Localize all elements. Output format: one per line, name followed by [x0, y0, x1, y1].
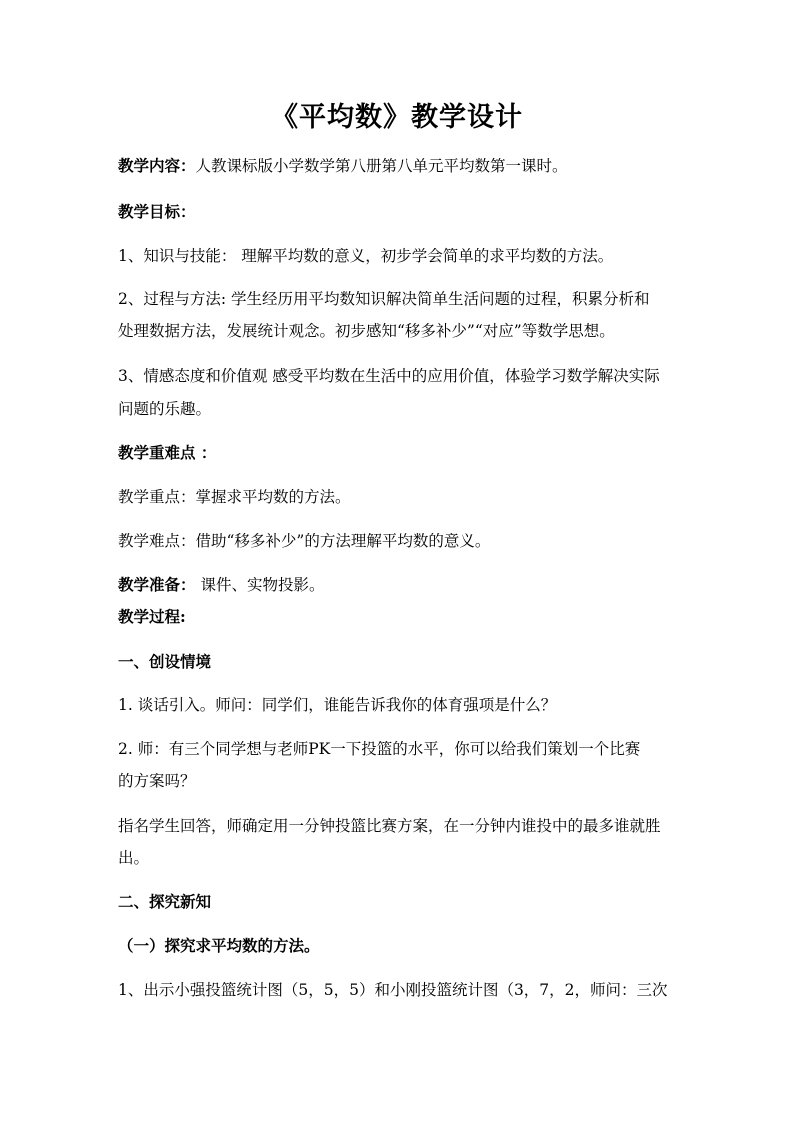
goal-item-2-line-2: 处理数据方法，发展统计观念。初步感知“移多补少”“对应”等数学思想。: [118, 322, 615, 340]
prep-line: [118, 573, 678, 597]
content-text: 人教课标版小学数学第八册第八单元平均数第一课时。: [195, 157, 568, 175]
prep-label: 教学准备：: [118, 575, 196, 594]
prep-text: 课件、实物投影。: [195, 576, 325, 594]
section-2-heading: 二、探究新知: [118, 892, 212, 911]
document-title: 《平均数》教学设计: [271, 102, 523, 133]
process-heading: 教学过程:: [118, 607, 186, 626]
section-1-heading: 一、创设情境: [118, 652, 212, 671]
content-line: [118, 154, 678, 178]
section-1-paragraph-1: 1. 谈话引入。师问：同学们，谁能告诉我你的体育强项是什么？: [118, 696, 557, 714]
section-1-paragraph-3-line-1: 指名学生回答，师确定用一分钟投篮比赛方案，在一分钟内谁投中的最多谁就胜: [118, 817, 661, 835]
content-label: 教学内容：: [118, 156, 196, 175]
key-points-heading: 教学重难点 ：: [118, 443, 217, 462]
goal-item-1: 1、知识与技能： 理解平均数的意义，初步学会简单的求平均数的方法。: [118, 247, 614, 265]
key-point-text: 教学重点：掌握求平均数的方法。: [118, 488, 351, 506]
difficult-point-text: 教学难点：借助“移多补少”的方法理解平均数的意义。: [118, 532, 491, 550]
section-1-paragraph-2-line-2: 的方案吗？: [118, 772, 196, 790]
section-1-paragraph-2-line-1: 2. 师：有三个同学想与老师PK一下投篮的水平，你可以给我们策划一个比赛: [118, 740, 641, 758]
goal-item-3-line-2: 问题的乐趣。: [118, 400, 212, 418]
section-2-subheading: （一）探究求平均数的方法。: [118, 936, 320, 955]
section-1-paragraph-3-line-2: 出。: [118, 849, 150, 867]
section-2-paragraph-1: 1、出示小强投篮统计图（5，5，5）和小刚投篮统计图（3，7，2，师问：三次: [118, 981, 668, 999]
goal-item-2-line-1: 2、过程与方法: 学生经历用平均数知识解决简单生活问题的过程，积累分析和: [118, 290, 650, 308]
goal-item-3-line-1: 3、情感态度和价值观 感受平均数在生活中的应用价值，体验学习数学解决实际: [118, 367, 660, 385]
goals-heading: 教学目标：: [118, 202, 196, 221]
